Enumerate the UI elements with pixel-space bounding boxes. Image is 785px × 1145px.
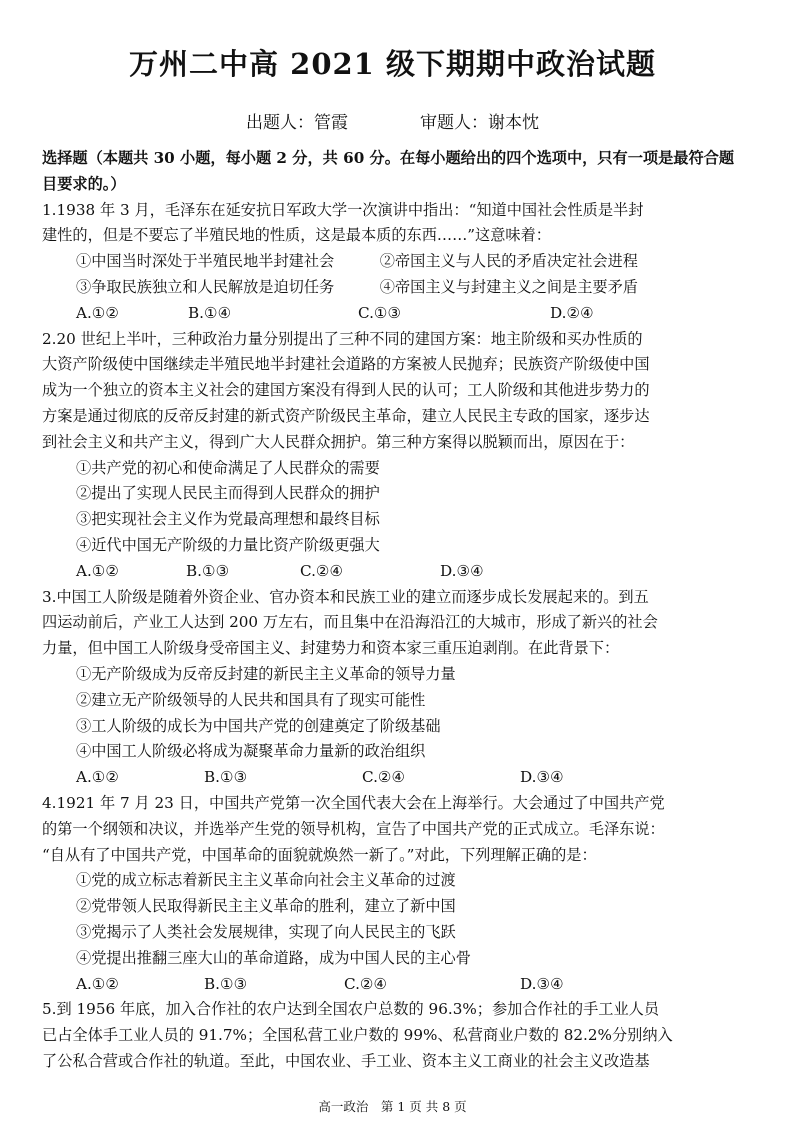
question-3 <box>42 585 742 791</box>
question-5 <box>42 997 742 1074</box>
question-stem-line: 5.到 1956 年底，加入合作社的农户达到全国农户总数的 96.3%；参加合作社的手工业人员 <box>42 1000 660 1019</box>
answer-choice[interactable]: C.②④ <box>300 561 344 580</box>
question-4 <box>42 791 742 997</box>
question-stem-line: 方案是通过彻底的反帝反封建的新式资产阶级民主革命，建立人民民主专政的国家，逐步达 <box>42 406 650 425</box>
answer-choices <box>42 972 742 998</box>
answer-choice[interactable]: A.①② <box>76 974 120 993</box>
answer-choice[interactable]: C.②④ <box>362 768 406 787</box>
question-stem-line: 已占全体手工业人员的 91.7%；全国私营工业户数的 99%、私营商业户数的 82.2%分别纳入 <box>42 1026 673 1045</box>
exam-title: 万州二中高 2021 级下期期中政治试题 <box>129 47 656 81</box>
option-statement: ④党提出推翻三座大山的革命道路，成为中国人民的主心骨 <box>76 948 471 967</box>
option-statement: ③工人阶级的成长为中国共产党的创建奠定了阶级基础 <box>76 716 441 735</box>
page-footer: 高一政治 第 1 页 共 8 页 <box>318 1099 467 1114</box>
question-stem-line: 成为一个独立的资本主义社会的建国方案没有得到人民的认可；工人阶级和其他进步势力的 <box>42 381 650 400</box>
question-list <box>42 198 742 1075</box>
answer-choice[interactable]: C.②④ <box>344 974 388 993</box>
option-statement: ①中国当时深处于半殖民地半封建社会 ②帝国主义与人民的矛盾决定社会进程 <box>76 252 638 271</box>
option-statement: ①党的成立标志着新民主主义革命向社会主义革命的过渡 <box>76 871 456 890</box>
option-statement: ②提出了实现人民民主而得到人民群众的拥护 <box>76 484 380 503</box>
question-stem-line: 大资产阶级使中国继续走半殖民地半封建社会道路的方案被人民抛弃；民族资产阶级使中国 <box>42 355 650 374</box>
option-statement: ①无产阶级成为反帝反封建的新民主主义革命的领导力量 <box>76 664 456 683</box>
question-stem-line: 1.1938 年 3 月，毛泽东在延安抗日军政大学一次演讲中指出：“知道中国社会性质是半封 <box>42 200 644 219</box>
answer-choices <box>42 301 742 327</box>
exam-body <box>42 146 742 1075</box>
answer-choice[interactable]: B.①③ <box>186 561 230 580</box>
question-stem-line: 四运动前后，产业工人达到 200 万左右，而且集中在沿海沿江的大城市，形成了新兴的社会 <box>42 613 658 632</box>
option-statement: ②党带领人民取得新民主主义革命的胜利，建立了新中国 <box>76 897 456 916</box>
option-statement: ④中国工人阶级必将成为凝聚革命力量新的政治组织 <box>76 742 426 761</box>
question-stem-line: 2.20 世纪上半叶，三种政治力量分别提出了三种不同的建国方案：地主阶级和买办性质的 <box>42 329 643 348</box>
setter-name: 出题人：管霞 <box>246 113 348 133</box>
answer-choice[interactable]: A.①② <box>76 561 120 580</box>
author-line <box>0 110 785 136</box>
question-stem-line: 了公私合营或合作社的轨道。至此，中国农业、手工业、资本主义工商业的社会主义改造基 <box>42 1051 650 1070</box>
answer-choice[interactable]: B.①③ <box>204 768 248 787</box>
answer-choice[interactable]: C.①③ <box>358 303 402 322</box>
option-statement: ④近代中国无产阶级的力量比资产阶级更强大 <box>76 535 380 554</box>
question-stem-line: 力量，但中国工人阶级身受帝国主义、封建势力和资本家三重压迫剥削。在此背景下： <box>42 639 620 658</box>
answer-choices <box>42 559 742 585</box>
answer-choice[interactable]: B.①④ <box>188 303 232 322</box>
answer-choice[interactable]: A.①② <box>76 303 120 322</box>
section-instructions: 选择题（本题共 30 小题，每小题 2 分，共 60 分。在每小题给出的四个选项中，只有一项是最符合题目要求的。） <box>42 149 735 193</box>
question-2 <box>42 327 742 585</box>
answer-choice[interactable]: D.③④ <box>520 974 564 993</box>
question-stem-line: 建性的，但是不要忘了半殖民地的性质，这是最本质的东西……”这意味着： <box>42 226 551 245</box>
answer-choices <box>42 765 742 791</box>
reviewer-name: 审题人：谢本忱 <box>420 113 539 133</box>
question-1 <box>42 198 742 327</box>
question-stem-line: 3.中国工人阶级是随着外资企业、官办资本和民族工业的建立而逐步成长发展起来的。到五 <box>42 587 649 606</box>
answer-choice[interactable]: A.①② <box>76 768 120 787</box>
option-statement: ①共产党的初心和使命满足了人民群众的需要 <box>76 458 380 477</box>
answer-choice[interactable]: D.③④ <box>440 561 484 580</box>
option-statement: ③党揭示了人类社会发展规律，实现了向人民民主的飞跃 <box>76 922 456 941</box>
question-stem-line: “自从有了中国共产党，中国革命的面貌就焕然一新了。”对此，下列理解正确的是： <box>42 845 597 864</box>
question-stem-line: 的第一个纲领和决议，并选举产生党的领导机构，宣告了中国共产党的正式成立。毛泽东说： <box>42 819 665 838</box>
answer-choice[interactable]: B.①③ <box>204 974 248 993</box>
question-stem-line: 4.1921 年 7 月 23 日，中国共产党第一次全国代表大会在上海举行。大会通过了中国共产党 <box>42 793 665 812</box>
answer-choice[interactable]: D.②④ <box>550 303 594 322</box>
question-stem-line: 到社会主义和共产主义，得到广大人民群众拥护。第三种方案得以脱颖而出，原因在于： <box>42 432 635 451</box>
answer-choice[interactable]: D.③④ <box>520 768 564 787</box>
option-statement: ③争取民族独立和人民解放是迫切任务 ④帝国主义与封建主义之间是主要矛盾 <box>76 277 638 296</box>
option-statement: ②建立无产阶级领导的人民共和国具有了现实可能性 <box>76 690 426 709</box>
option-statement: ③把实现社会主义作为党最高理想和最终目标 <box>76 510 380 529</box>
